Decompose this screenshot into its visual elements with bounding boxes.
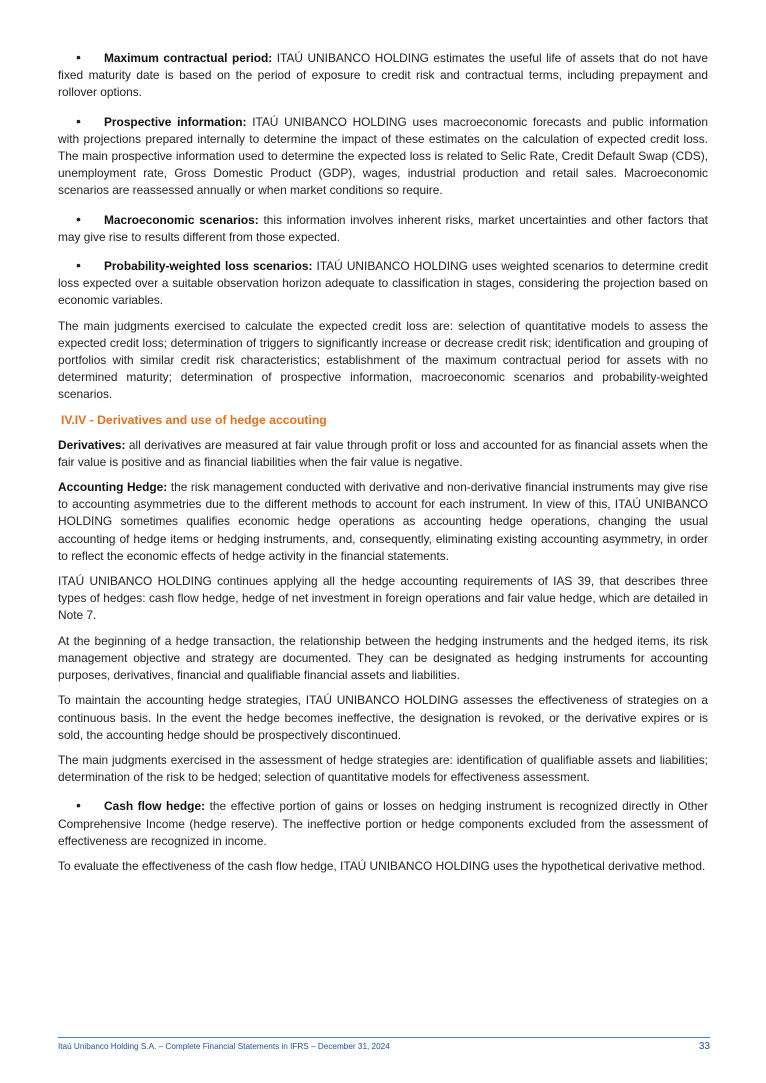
bullet-cash-flow-hedge (58, 798, 708, 850)
document-body (58, 50, 708, 875)
footer-title: Itaú Unibanco Holding S.A. – Complete Financial Statements in IFRS – December 31, 2024 (58, 1042, 390, 1051)
bullet-text: this information involves inherent risks, market uncertainties and other factors that may give rise to results different from those expected. (58, 212, 708, 244)
bullet-label: Probability-weighted loss scenarios: (104, 259, 313, 274)
bullet-paragraph (58, 114, 708, 200)
bullet-macroeconomic-scenarios (58, 212, 708, 246)
bullet-dot: • (76, 210, 81, 227)
bullet-dot: • (76, 797, 81, 814)
paragraph-evaluate-effectiveness: To evaluate the effectiveness of the cash flow hedge, ITAÚ UNIBANCO HOLDING uses the hypothetical derivative method. (58, 858, 706, 873)
bullet-dot: • (76, 49, 81, 65)
bullet-text: ITAÚ UNIBANCO HOLDING estimates the useful life of assets that do not have fixed maturity date is based on the period of exposure to credit risk and contractual terms, including prepayment and rollover options. (58, 51, 708, 100)
section-heading: IV.IV - Derivatives and use of hedge accouting (61, 412, 327, 427)
bullet-paragraph (58, 212, 708, 246)
paragraph-maintain-strategies: To maintain the accounting hedge strategies, ITAÚ UNIBANCO HOLDING assesses the effectiveness of strategies on a continuous basis. In the event the hedge becomes ineffective, the designation is revoked, or the derivative expires or is sold, the accounting hedge should be prospectively discontinued. (58, 693, 708, 742)
bullet-prospective-information (58, 114, 708, 200)
paragraph-expected-loss-judgments: The main judgments exercised to calculate the expected credit loss are: selection of quantitative models to assess the expected credit loss; determination of triggers to significantly increase or decrease credit risk; identification and grouping of portfolios with similar credit risk characteristics; establishment of the maximum contractual period for assets with no determined maturity; determination of prospective information, macroeconomic scenarios and probability-weighted scenarios. (58, 318, 708, 402)
paragraph-accounting-hedge (58, 479, 708, 565)
bullet-text: ITAÚ UNIBANCO HOLDING uses weighted scenarios to determine credit loss expected over a suitable observation horizon adequate to classification in stages, considering the projection based on economic variables. (58, 259, 708, 308)
bullet-label: Macroeconomic scenarios: (104, 212, 259, 227)
bullet-label: Maximum contractual period: (104, 51, 273, 65)
bullet-probability-weighted-loss (58, 258, 708, 310)
bullet-text: the effective portion of gains or losses on hedging instrument is recognized directly in Other Comprehensive Income (hedge reserve). The ineffective portion or hedge components excluded from the assessment of effectiveness are recognized in income. (58, 799, 708, 848)
bullet-label: Cash flow hedge: (104, 799, 206, 814)
bullet-dot: • (76, 112, 81, 129)
paragraph-derivatives (58, 437, 708, 471)
paragraph-hedge-beginning: At the beginning of a hedge transaction, the relationship between the hedging instruments and the hedged items, its risk management objective and strategy are documented. They can be designated as hedging instruments for accounting purposes, derivatives, financial and qualifiable financial assets and liabilities. (58, 633, 708, 683)
paragraph-ias39: ITAÚ UNIBANCO HOLDING continues applying all the hedge accounting requirements of IAS 39, that describes three types of hedges: cash flow hedge, hedge of net investment in foreign operations and fair value hedge, which are detailed in Note 7. (58, 574, 708, 623)
bullet-dot: • (76, 257, 81, 274)
bullet-maximum-contractual-period (58, 50, 708, 102)
paragraph-hedge-judgments: The main judgments exercised in the assessment of hedge strategies are: identification of qualifiable assets and liabilities; determination of the risk to be hedged; selection of quantitative models for effectiveness assessment. (58, 752, 708, 785)
accounting-hedge-label: Accounting Hedge: (58, 480, 168, 495)
derivatives-label: Derivatives: (58, 437, 126, 452)
bullet-text: ITAÚ UNIBANCO HOLDING uses macroeconomic forecasts and public information with projections prepared internally to determine the impact of these estimates on the calculation of expected credit loss. The main prospective information used to determine the expected loss is related to Selic Rate, Credit Default Swap (CDS), unemployment rate, Gross Domestic Product (GDP), wages, industrial production and retail sales. Macroeconomic scenarios are reassessed annually or when market conditions so require. (58, 114, 708, 198)
bullet-paragraph (58, 50, 708, 102)
derivatives-text: all derivatives are measured at fair value through profit or loss and accounted for as financial assets when the fair value is positive and as financial liabilities when the fair value is negative. (58, 437, 708, 469)
bullet-label: Prospective information: (104, 114, 247, 129)
footer-rule (58, 1037, 710, 1038)
bullet-paragraph (58, 798, 708, 850)
page-number: 33 (698, 1041, 710, 1052)
accounting-hedge-text: the risk management conducted with derivative and non-derivative financial instruments may give rise to accounting asymmetries due to the different methods to account for each instrument. In view of this, ITAÚ UNIBANCO HOLDING sometimes qualifies economic hedge operations as accounting hedge operations, changing the usual accounting of hedge items or hedging instruments, and, consequently, eliminating existing accounting asymmetry, in order to reflect the economic effects of hedge activity in the financial statements. (58, 480, 709, 563)
bullet-paragraph (58, 258, 708, 310)
